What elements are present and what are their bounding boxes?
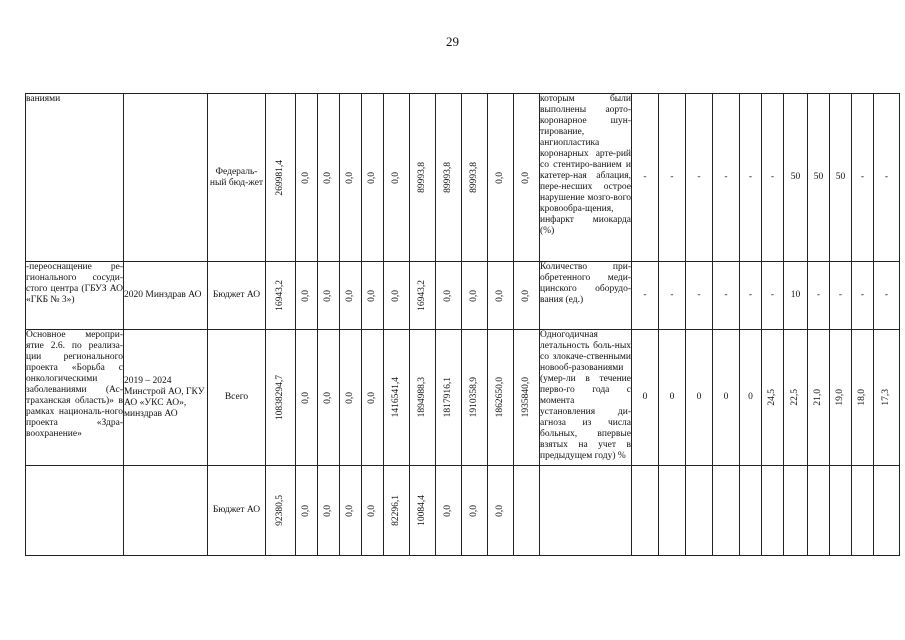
target-value-cell [713, 330, 740, 466]
target-value: 17,3 [881, 389, 891, 406]
target-value-cell [830, 466, 852, 556]
amount-value: 1416541,4 [391, 377, 401, 418]
amount-value: 1910358,9 [469, 377, 479, 418]
target-value-cell [852, 94, 874, 262]
amount-cell [462, 330, 488, 466]
target-value-cell [784, 94, 808, 262]
executor-cell [124, 262, 208, 330]
amount-value: 10084,4 [417, 495, 427, 526]
amount-value: 269981,4 [275, 159, 285, 196]
amount-value: 82296,1 [391, 495, 401, 526]
table-row [26, 330, 900, 466]
target-value-cell [830, 330, 852, 466]
amount-cell [384, 262, 410, 330]
activity-name-cell [26, 330, 124, 466]
target-value-cell [659, 330, 686, 466]
amount-value: 92380,5 [275, 495, 285, 526]
executor-cell-text: 2020 Минздрав АО [124, 290, 202, 300]
target-value: 21,0 [813, 389, 823, 406]
amount-cell [296, 466, 318, 556]
amount-cell [436, 94, 462, 262]
amount-value: 1894988,3 [417, 377, 427, 418]
amount-value: 0,0 [301, 171, 311, 184]
funding-source-cell-text: Бюджет АО [212, 290, 261, 300]
amount-value: 1862650,0 [495, 377, 505, 418]
indicator-cell [540, 466, 632, 556]
amount-value: 0,0 [443, 289, 453, 302]
target-value-cell [808, 466, 830, 556]
amount-cell [488, 466, 514, 556]
target-value: - [643, 172, 647, 182]
target-value: 50 [790, 172, 801, 182]
target-value: - [770, 290, 775, 300]
amount-value: 0,0 [367, 289, 377, 302]
target-value: 0 [642, 392, 648, 402]
amount-cell [410, 466, 436, 556]
amount-value: 0,0 [391, 171, 401, 184]
funding-source-cell-text: Бюджет АО [212, 505, 261, 515]
amount-value: 89993,8 [417, 162, 427, 193]
target-value: - [697, 172, 701, 182]
amount-value: 0,0 [469, 504, 479, 517]
target-value: - [643, 290, 647, 300]
amount-cell [514, 262, 540, 330]
amount-cell [296, 262, 318, 330]
amount-value: 0,0 [323, 391, 333, 404]
target-value-cell [740, 94, 762, 262]
target-value: - [860, 290, 865, 300]
table-row [26, 94, 900, 262]
amount-cell [362, 466, 384, 556]
target-value-cell [659, 466, 686, 556]
amount-cell [296, 330, 318, 466]
amount-cell [362, 330, 384, 466]
amount-cell [410, 330, 436, 466]
amount-cell [462, 262, 488, 330]
target-value-cell [713, 94, 740, 262]
indicator-cell [540, 262, 632, 330]
target-value: 24,5 [767, 389, 777, 406]
indicator-cell-text: Одногодичная летальность боль-ных со злокаче-ственными новооб-разованиями (умер-ли в течение перво-го года с момента установления ди-агноза из числа больных, впервые взятых на учет в предыдущем году) % [540, 330, 631, 461]
target-value-cell [808, 94, 830, 262]
target-value-cell [830, 262, 852, 330]
target-value-cell [784, 466, 808, 556]
executor-cell [124, 94, 208, 262]
amount-value: 10838294,7 [275, 374, 285, 421]
target-value: - [884, 290, 889, 300]
target-value-cell [874, 94, 900, 262]
amount-value: 1935840,0 [521, 377, 531, 418]
target-value-cell [762, 466, 784, 556]
amount-value: 0,0 [391, 289, 401, 302]
target-value-cell [784, 330, 808, 466]
target-value-cell [632, 466, 659, 556]
indicator-cell-text: которым были выполнены аорто-коронарное шун-тирование, ангиопластика коронарных арте-рий со стентиро-ванием и катетер-ная аблация, пере-несших острое нарушение мозго-вого кровообра-щения, инфаркт миокарда (%) [540, 94, 631, 236]
target-value: - [670, 172, 674, 182]
amount-value: 0,0 [323, 171, 333, 184]
target-value: - [770, 172, 775, 182]
amount-value: 0,0 [443, 504, 453, 517]
target-value-cell [686, 262, 713, 330]
target-value-cell [659, 262, 686, 330]
amount-value: 0,0 [345, 391, 355, 404]
target-value: - [884, 172, 889, 182]
amount-cell [436, 466, 462, 556]
executor-cell [124, 330, 208, 466]
target-value-cell [740, 262, 762, 330]
amount-value: 16943,2 [417, 280, 427, 311]
table-row [26, 262, 900, 330]
target-value: 0 [696, 392, 702, 402]
target-value-cell [852, 466, 874, 556]
target-value-cell [762, 94, 784, 262]
amount-cell [410, 262, 436, 330]
amount-value: 0,0 [323, 504, 333, 517]
target-value-cell [632, 262, 659, 330]
amount-value: 0,0 [367, 504, 377, 517]
target-value-cell [740, 466, 762, 556]
amount-value: 89993,8 [443, 162, 453, 193]
target-value: - [670, 290, 674, 300]
target-value: 0 [748, 392, 753, 402]
amount-value: 0,0 [521, 171, 531, 184]
amount-cell [488, 262, 514, 330]
activity-name-cell-text: Основное меропри-ятие 2.6. по реализа-ции регионального проекта «Борьба с онкологическими заболеваниями (Ас-траханская область)» в рамках националь-ного проекта «Здра-воохранение» [26, 330, 123, 439]
amount-cell [296, 94, 318, 262]
funding-source-cell-text: Всего [224, 392, 249, 402]
amount-value: 0,0 [521, 289, 531, 302]
amount-value: 0,0 [345, 504, 355, 517]
target-value-cell [686, 330, 713, 466]
amount-value: 89993,8 [469, 162, 479, 193]
target-value-cell [874, 330, 900, 466]
amount-cell [462, 466, 488, 556]
target-value-cell [852, 262, 874, 330]
amount-cell [266, 330, 296, 466]
target-value: - [748, 172, 753, 182]
amount-value: 0,0 [345, 171, 355, 184]
amount-value: 1817916,1 [443, 377, 453, 418]
target-value-cell [713, 262, 740, 330]
target-value-cell [740, 330, 762, 466]
target-value: 10 [790, 290, 801, 300]
amount-cell [384, 94, 410, 262]
amount-value: 16943,2 [275, 280, 285, 311]
amount-cell [410, 94, 436, 262]
target-value: 0 [669, 392, 675, 402]
amount-value: 0,0 [345, 289, 355, 302]
funding-source-cell [208, 330, 266, 466]
activity-name-cell [26, 262, 124, 330]
amount-value: 0,0 [367, 171, 377, 184]
activity-name-cell-text: ваниями [26, 94, 61, 104]
target-value: - [816, 290, 821, 300]
amount-cell [318, 330, 340, 466]
target-value-cell [874, 466, 900, 556]
target-value-cell [808, 262, 830, 330]
target-value: - [860, 172, 865, 182]
amount-cell [318, 262, 340, 330]
amount-value: 0,0 [469, 289, 479, 302]
target-value: 50 [813, 172, 824, 182]
executor-cell [124, 466, 208, 556]
target-value: - [724, 172, 728, 182]
amount-value: 0,0 [495, 289, 505, 302]
activity-name-cell-text: -переоснащение ре-гионального сосуди-стого центра (ГБУЗ АО «ГКБ № 3») [26, 262, 123, 305]
activity-name-cell [26, 466, 124, 556]
target-value: 18,0 [857, 389, 867, 406]
target-value-cell [659, 94, 686, 262]
amount-cell [514, 94, 540, 262]
target-value: 22,5 [790, 389, 800, 406]
page-number: 29 [446, 34, 459, 49]
target-value-cell [852, 330, 874, 466]
target-value-cell [808, 330, 830, 466]
target-value-cell [686, 94, 713, 262]
target-value-cell [874, 262, 900, 330]
amount-cell [266, 262, 296, 330]
target-value-cell [632, 330, 659, 466]
amount-cell [384, 466, 410, 556]
target-value-cell [686, 466, 713, 556]
amount-cell [318, 94, 340, 262]
amount-cell [266, 94, 296, 262]
amount-cell [514, 466, 540, 556]
amount-cell [514, 330, 540, 466]
amount-cell [266, 466, 296, 556]
amount-value: 0,0 [495, 171, 505, 184]
target-value-cell [784, 262, 808, 330]
amount-cell [340, 94, 362, 262]
target-value: 19,0 [835, 389, 845, 406]
amount-cell [340, 262, 362, 330]
program-table [25, 93, 900, 556]
target-value-cell [632, 94, 659, 262]
amount-cell [488, 330, 514, 466]
target-value: - [724, 290, 728, 300]
amount-value: 0,0 [323, 289, 333, 302]
executor-cell-text: 2019 – 2024 Минстрой АО, ГКУ АО «УКС АО», минздрав АО [124, 375, 205, 419]
amount-cell [362, 94, 384, 262]
table-row [26, 466, 900, 556]
target-value-cell [762, 262, 784, 330]
amount-value: 0,0 [301, 289, 311, 302]
amount-value: 0,0 [495, 504, 505, 517]
amount-cell [340, 466, 362, 556]
target-value: - [748, 290, 753, 300]
target-value: - [697, 290, 701, 300]
amount-value: 0,0 [367, 391, 377, 404]
indicator-cell-text: Количество при-обретенного меди-цинского оборудо-вания (ед.) [540, 262, 631, 305]
funding-source-cell-text: Федераль-ный бюд-жет [209, 166, 264, 188]
target-value: - [838, 290, 843, 300]
target-value-cell [830, 94, 852, 262]
target-value-cell [762, 330, 784, 466]
amount-value: 0,0 [301, 391, 311, 404]
amount-cell [318, 466, 340, 556]
activity-name-cell [26, 94, 124, 262]
funding-source-cell [208, 466, 266, 556]
amount-cell [384, 330, 410, 466]
funding-source-cell [208, 94, 266, 262]
funding-source-cell [208, 262, 266, 330]
target-value-cell [713, 466, 740, 556]
indicator-cell [540, 94, 632, 262]
amount-value: 0,0 [301, 504, 311, 517]
target-value: 0 [723, 392, 729, 402]
amount-cell [340, 330, 362, 466]
amount-cell [436, 262, 462, 330]
target-value: 50 [835, 172, 846, 182]
amount-cell [436, 330, 462, 466]
amount-cell [462, 94, 488, 262]
amount-cell [488, 94, 514, 262]
amount-cell [362, 262, 384, 330]
indicator-cell [540, 330, 632, 466]
